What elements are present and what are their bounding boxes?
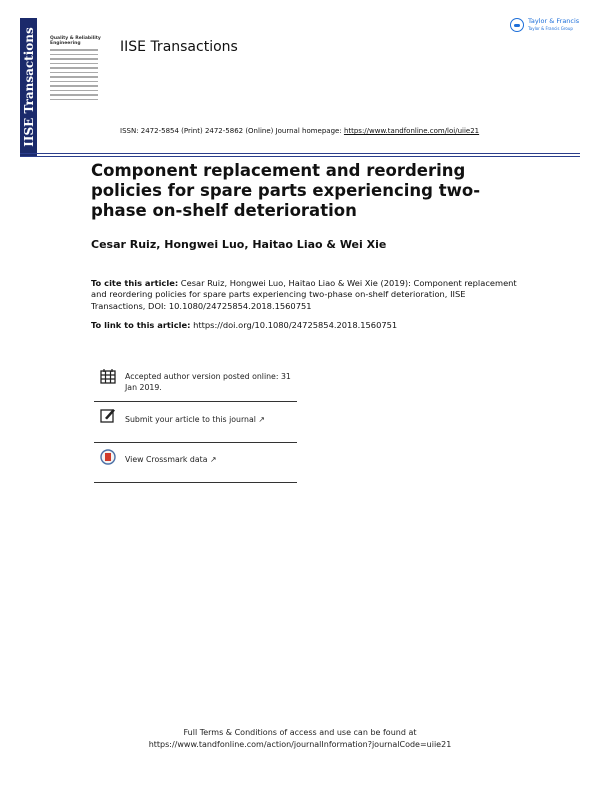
publisher-logo-icon	[510, 18, 524, 32]
journal-homepage-link[interactable]: https://www.tandfonline.com/loi/uiie21	[343, 127, 480, 135]
external-link-icon: ↗	[209, 455, 217, 464]
crossmark-icon	[100, 449, 116, 465]
journal-cover-thumbnail	[50, 36, 105, 103]
citation: To cite this article: Cesar Ruiz, Hongwei Luo, Haitao Liao & Wei Xie (2019): Component replacement and reordering policies for spare parts experiencing two-phase on-shelf deterioration, IISE Transactions, DOI: 10.1080/24725854.2018.1560751	[91, 278, 517, 311]
journal-cover-spine: IISE Transactions	[20, 18, 37, 156]
header-divider	[20, 153, 580, 157]
accepted-version-row: Accepted author version posted online: 31 Jan 2019.	[94, 364, 297, 402]
crossmark-row[interactable]	[94, 444, 297, 483]
issn-line: ISSN: 2472-5854 (Print) 2472-5862 (Online) Journal homepage: https://www.tandfonline.com/loi/uiie21	[120, 127, 480, 135]
journal-title: IISE Transactions	[120, 39, 238, 55]
external-link-icon: ↗	[258, 415, 265, 424]
cover-subtitle: Quality & Reliability Engineering	[50, 36, 101, 46]
submit-article-link[interactable]: Submit your article to this journal ↗	[125, 415, 265, 424]
crossmark-link[interactable]: View Crossmark data ↗	[125, 455, 217, 464]
article-authors: Cesar Ruiz, Hongwei Luo, Haitao Liao & Wei Xie	[91, 238, 387, 251]
edit-icon	[100, 407, 116, 423]
article-link: To link to this article: https://doi.org/10.1080/24725854.2018.1560751	[91, 320, 398, 330]
article-url-link[interactable]: https://doi.org/10.1080/24725854.2018.1560751	[193, 320, 398, 330]
terms-link[interactable]: https://www.tandfonline.com/action/journalInformation?journalCode=uiie21	[148, 740, 452, 749]
submit-article-row[interactable]	[94, 403, 297, 443]
calendar-icon	[100, 368, 116, 384]
footer: Full Terms & Conditions of access and use can be found at https://www.tandfonline.com/action/journalInformation?journalCode=uiie21	[148, 728, 452, 749]
doi-link[interactable]: 10.1080/24725854.2018.1560751	[168, 300, 312, 311]
publisher-logo: Taylor & Francis Taylor & Francis Group	[510, 18, 579, 32]
article-title: Component replacement and reordering policies for spare parts experiencing two-phase on-shelf deterioration	[91, 161, 481, 220]
